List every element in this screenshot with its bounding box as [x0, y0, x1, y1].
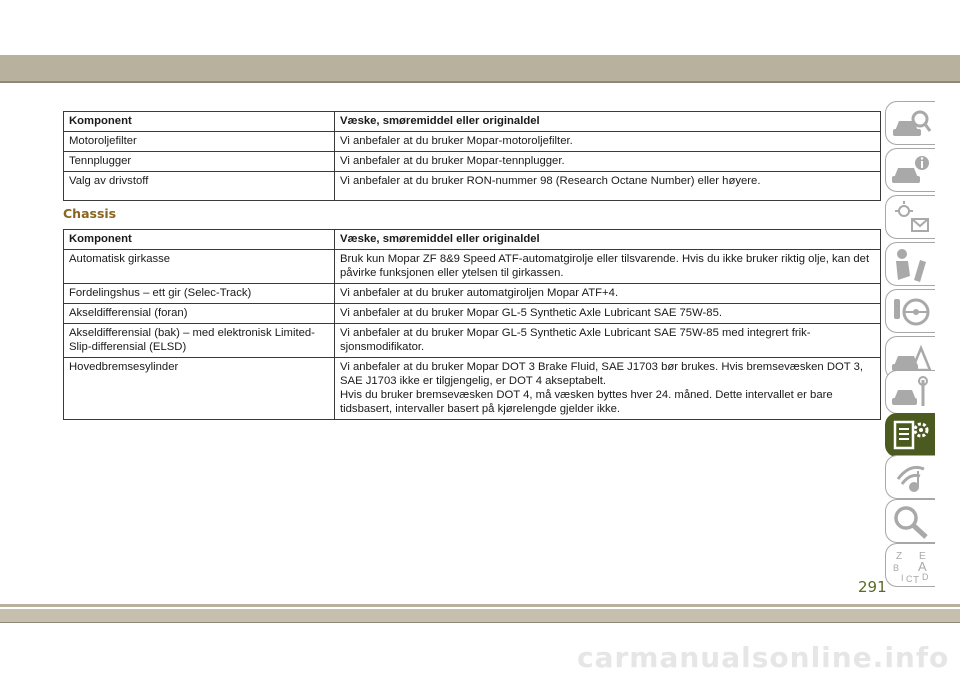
engine-parts-table [63, 111, 881, 201]
svg-text:C: C [906, 574, 913, 584]
tab-index[interactable] [885, 543, 935, 587]
component-cell: Fordelingshus – ett gir (Selec-Track) [64, 284, 335, 304]
component-cell: Valg av drivstoff [64, 172, 335, 201]
fluid-cell: Vi anbefaler at du bruker automatgiroljen Mopar ATF+4. [335, 284, 881, 304]
table-row [64, 152, 881, 172]
tab-specifications[interactable] [885, 413, 935, 457]
table-row [64, 324, 881, 358]
fluid-cell: Vi anbefaler at du bruker Mopar-motoroljefilter. [335, 132, 881, 152]
specs-gear-icon [890, 417, 932, 455]
header-band [0, 55, 960, 81]
index-letters-icon [890, 547, 932, 585]
tab-search[interactable] [885, 499, 935, 543]
page-number: 291 [858, 578, 887, 596]
component-cell: Akseldifferensial (bak) – med elektronisk Limited-Slip-differensial (ELSD) [64, 324, 335, 358]
column-header-fluid: Væske, smøremiddel eller originaldel [335, 230, 881, 250]
table-row [64, 284, 881, 304]
svg-text:I: I [901, 573, 904, 583]
component-cell: Hovedbremsesylinder [64, 358, 335, 420]
component-cell: Tennplugger [64, 152, 335, 172]
header-rule [0, 81, 960, 83]
svg-text:T: T [913, 575, 920, 585]
component-cell: Akseldifferensial (foran) [64, 304, 335, 324]
tab-steering[interactable] [885, 289, 935, 333]
footer-rule [0, 622, 960, 623]
component-cell: Motoroljefilter [64, 132, 335, 152]
seat-airbag-icon [890, 246, 932, 284]
watermark: carmanualsonline.info [577, 641, 950, 674]
component-cell: Automatisk girkasse [64, 250, 335, 284]
svg-text:A: A [918, 559, 927, 574]
table-header-row [64, 112, 881, 132]
tab-warning-lights[interactable] [885, 195, 935, 239]
tab-car-wrench[interactable] [885, 370, 935, 414]
column-header-component: Komponent [64, 112, 335, 132]
fluid-cell: Vi anbefaler at du bruker Mopar GL-5 Synthetic Axle Lubricant SAE 75W-85 med integrert friksjonsmodifikator. [335, 324, 881, 358]
table-row [64, 250, 881, 284]
car-info-icon [890, 152, 932, 190]
svg-text:D: D [922, 572, 929, 582]
section-title: Chassis [63, 206, 117, 221]
magnifier-icon [890, 503, 932, 541]
footer-band [0, 604, 960, 607]
fluid-cell: Vi anbefaler at du bruker RON-nummer 98 (Research Octane Number) eller høyere. [335, 172, 881, 201]
steering-wheel-icon [890, 293, 932, 331]
svg-text:Z: Z [896, 551, 903, 562]
fluid-cell: Bruk kun Mopar ZF 8&9 Speed ATF-automatgirolje eller tilsvarende. Hvis du ikke bruker riktig olje, kan det påvirke funksjonen eller ytelsen til girkassen. [335, 250, 881, 284]
table-header-row [64, 230, 881, 250]
tab-car-search[interactable] [885, 101, 935, 145]
table-row [64, 358, 881, 420]
multimedia-icon [890, 459, 932, 497]
table-row [64, 304, 881, 324]
fluid-cell: Vi anbefaler at du bruker Mopar GL-5 Synthetic Axle Lubricant SAE 75W-85. [335, 304, 881, 324]
fluid-cell-line: Vi anbefaler at du bruker Mopar DOT 3 Brake Fluid, SAE J1703 bør brukes. Hvis bremsevæsken DOT 3, SAE J1703 ikke er tilgjengelig, er DOT 4 akseptabelt. Hvis du bruker bremsevæsken DOT 4, må væsken byttes hver 24. måned. Dette intervallet er bare tidsbasert, intervaller basert på kjørelengde gjelder ikke. [340, 361, 864, 415]
tab-seat-airbag[interactable] [885, 242, 935, 286]
column-header-fluid: Væske, smøremiddel eller originaldel [335, 112, 881, 132]
tab-car-info[interactable] [885, 148, 935, 192]
svg-text:B: B [893, 563, 900, 573]
column-header-component: Komponent [64, 230, 335, 250]
footer-band [0, 609, 960, 623]
table-row [64, 172, 881, 201]
chassis-parts-table [63, 229, 881, 420]
fluid-cell [335, 358, 881, 420]
tab-multimedia[interactable] [885, 455, 935, 499]
warning-lights-icon [890, 199, 932, 237]
svg-text:E: E [919, 551, 926, 562]
car-search-icon [890, 105, 932, 143]
fluid-cell: Vi anbefaler at du bruker Mopar-tennplugger. [335, 152, 881, 172]
table-row [64, 132, 881, 152]
car-wrench-icon [890, 374, 932, 412]
